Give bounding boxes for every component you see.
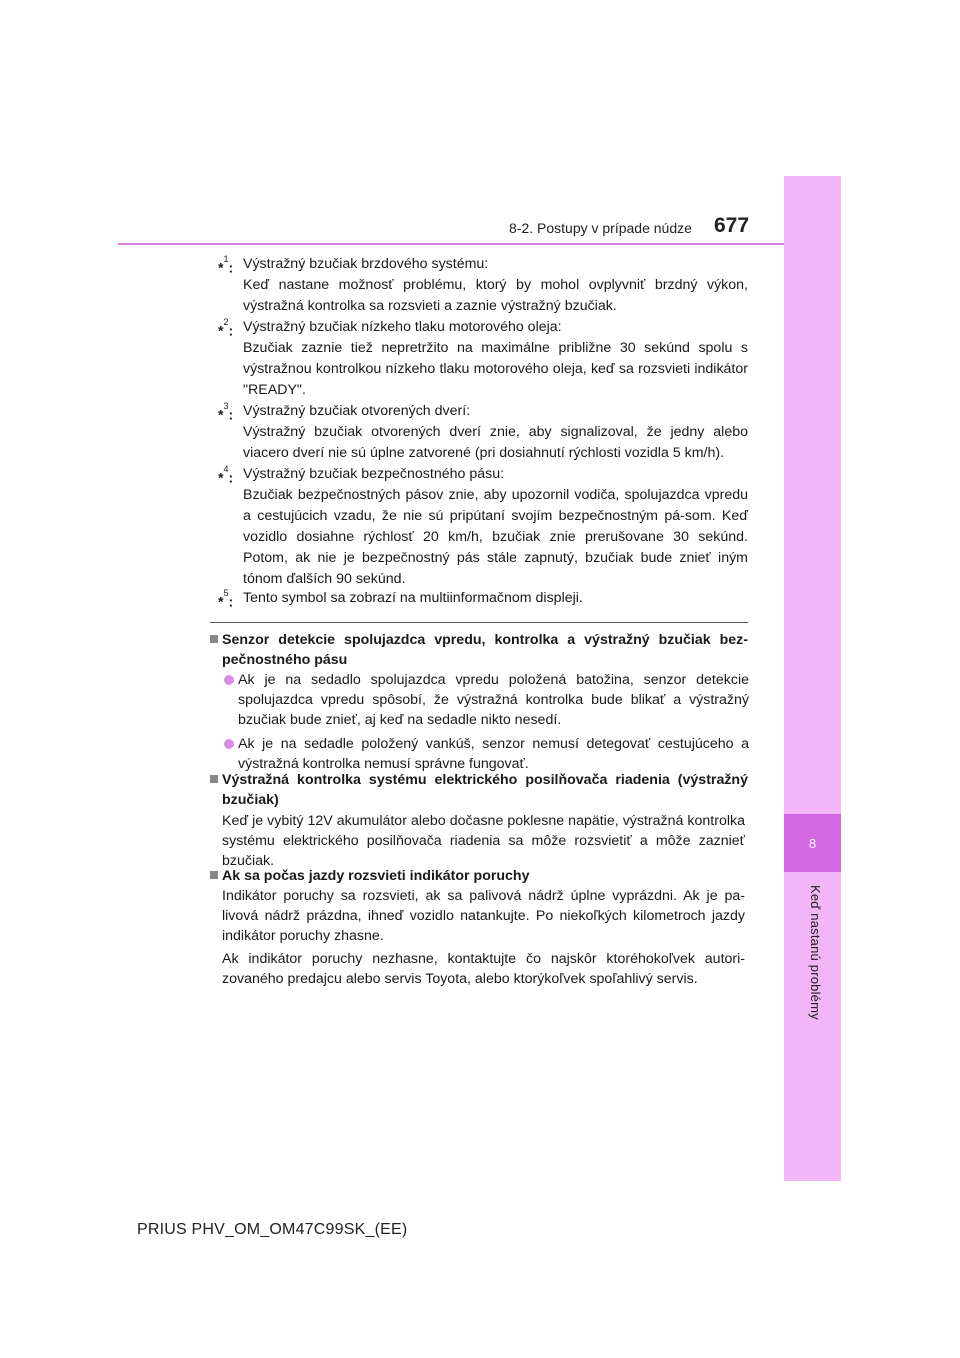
footnote-3 (218, 401, 748, 464)
circle-bullet-icon (224, 675, 234, 685)
section-heading: Senzor detekcie spolujazdca vpredu, kontrolka a výstražný bzučiak bez-pečnostného pásu (208, 630, 748, 670)
footnote-4 (218, 464, 748, 590)
footnote-2 (218, 317, 748, 401)
section-heading: Ak sa počas jazdy rozsvieti indikátor poruchy (208, 866, 748, 886)
header-divider (118, 243, 784, 245)
chapter-title: Keď nastanú problémy (808, 885, 823, 1020)
footnote-marker: *$^1$: (218, 254, 234, 277)
page-number: 677 (714, 214, 750, 237)
footnote-1-text (218, 254, 748, 317)
footnote-body: Výstražný bzučiak nízkeho tlaku motorového oleja: Bzučiak zaznie tiež nepretržito na maximálne približne 30 sekúnd spolu s výstražnou kontrolkou nízkeho tlaku motorového oleja, keď sa rozsvieti indikátor "READY". (243, 319, 748, 398)
footnote-marker: *$^2$: (218, 317, 234, 340)
square-bullet-icon (210, 871, 218, 879)
paragraph: Indikátor poruchy sa rozsvieti, ak sa palivová nádrž úplne vyprázdni. Ak je pa-livová nádrž prázdna, ihneď vozidlo natankujte. Po niekoľkých kilometroch jazdy indikátor poruchy zhasne. (222, 888, 745, 944)
section-heading: Výstražná kontrolka systému elektrického posilňovača riadenia (výstražný bzučiak) (208, 770, 748, 810)
paragraph: Keď je vybitý 12V akumulátor alebo dočasne poklesne napätie, výstražná kontrolka systému elektrického posilňovača riadenia sa môže rozsvietiť a môže zaznieť bzučiak. (222, 813, 745, 869)
circle-bullet-icon (224, 739, 234, 749)
footnote-marker: *$^4$: (218, 464, 234, 487)
list-item: Ak je na sedadlo spolujazdca vpredu položená batožina, senzor detekcie spolujazdca vpredu spôsobí, že výstražná kontrolka bude blikať a výstražný bzučiak bude znieť, aj keď na sedadle nikto nesedí. (222, 670, 749, 730)
footnote-body: Tento symbol sa zobrazí na multiinformačnom displeji. (243, 590, 583, 606)
footnote-body: Výstražný bzučiak brzdového systému: Keď nastane možnosť problému, ktorý by mohol ovplyvniť brzdný výkon, výstražná kontrolka sa rozsvieti a zaznie výstražný bzučiak. (243, 256, 748, 314)
paragraph: Ak indikátor poruchy nezhasne, kontaktujte čo najskôr ktoréhokoľvek autori-zovaného predajcu alebo servis Toyota, alebo ktorýkoľvek spoľahlivý servis. (222, 951, 745, 987)
square-bullet-icon (210, 775, 218, 783)
square-bullet-icon (210, 635, 218, 643)
footnote-5 (218, 588, 748, 609)
footnote-body: Výstražný bzučiak otvorených dverí: Výstražný bzučiak otvorených dverí znie, aby signalizoval, že jedny alebo viacero dverí nie sú úplne zatvorené (pri dosiahnutí rýchlosti vozidla 5 km/h). (243, 403, 748, 461)
section-divider (210, 622, 748, 623)
chapter-number-badge: 8 (784, 814, 841, 872)
list-item: Ak je na sedadle položený vankúš, senzor nemusí detegovať cestujúceho a výstražná kontrolka nemusí správne fungovať. (222, 734, 749, 774)
footnote-marker: *$^3$: (218, 401, 234, 424)
footnote-marker: *$^5$: (218, 588, 234, 611)
footnote-body: Výstražný bzučiak bezpečnostného pásu: Bzučiak bezpečnostných pásov znie, aby upozornil vodiča, spolujazdca vpredu a cestujúcich vzadu, že nie sú pripútaní svojím bezpečnostným pá-som. Keď vozidlo dosiahne rýchlosť 20 km/h, bzučiak znie prerušovane 30 sekúnd. Potom, ak nie je bezpečnostný pás stále zapnutý, bzučiak bude znieť iným tónom ďalších 90 sekúnd. (243, 466, 748, 587)
document-code: PRIUS PHV_OM_OM47C99SK_(EE) (137, 1221, 408, 1238)
section-title: 8-2. Postupy v prípade núdze (509, 220, 692, 236)
